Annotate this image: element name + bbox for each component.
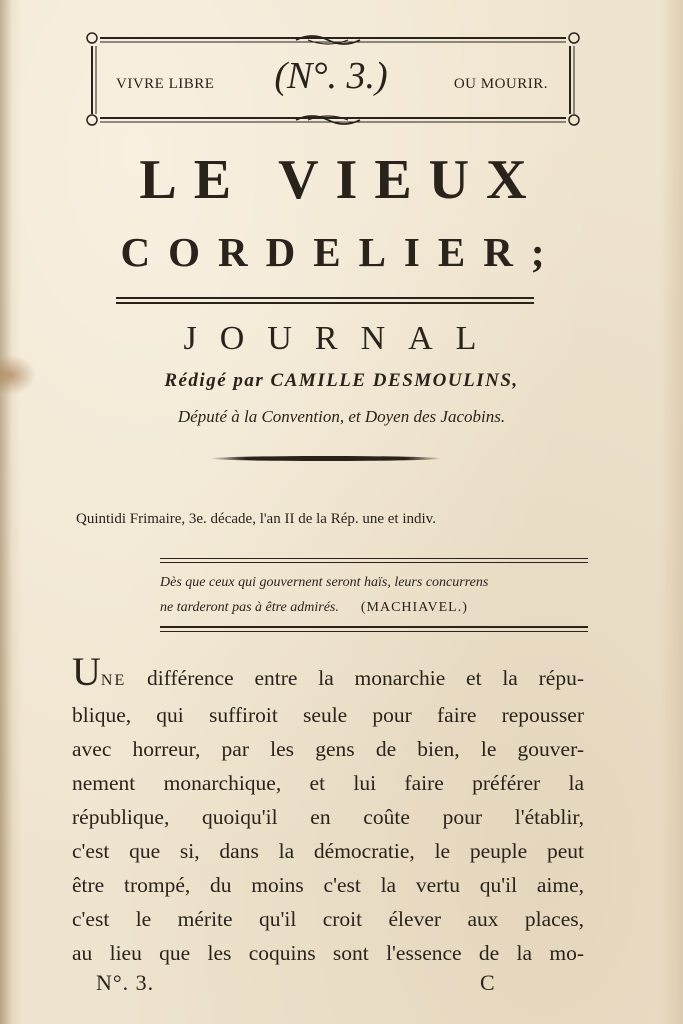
body-paragraph <box>72 649 584 970</box>
body-line: c'est le mérite qu'il croit élever aux places, <box>72 907 584 931</box>
footer-issue-number: N°. 3. <box>96 970 155 995</box>
double-rule-epigraph-top <box>160 558 588 563</box>
title-line-2: CORDELIER; <box>120 229 563 275</box>
footer-signature-mark: C <box>480 970 495 995</box>
dateline: Quintidi Frimaire, 3e. décade, l'an II de la Rép. une et indiv. <box>76 511 436 527</box>
motto-right: OU MOURIR. <box>453 76 548 92</box>
body-line: être trompé, du moins c'est la vertu qu'il aime, <box>72 873 584 897</box>
body-line: c'est que si, dans la démocratie, le peuple peut <box>72 839 584 863</box>
ornamental-rule <box>212 456 440 461</box>
body-line: avec horreur, par les gens de bien, le gouver- <box>72 737 584 761</box>
epigraph-author: (MACHIAVEL.) <box>360 600 468 615</box>
editor-line: Rédigé par CAMILLE DESMOULINS, <box>164 370 519 391</box>
deputy-line: Député à la Convention, et Doyen des Jacobins. <box>177 407 506 426</box>
masthead-frame <box>86 32 580 126</box>
drop-cap: U <box>72 649 101 694</box>
epigraph-line-2-text: ne tarderont pas à être admirés. <box>160 600 339 615</box>
body-line: nement monarchique, et lui faire préférer la <box>72 771 584 795</box>
issue-number: (N°. 3.) <box>274 55 388 97</box>
double-rule-top <box>116 297 534 304</box>
first-word-rest: NE <box>100 672 127 689</box>
body-line: au lieu que les coquins sont l'essence de la mo- <box>72 941 584 965</box>
body-line <box>72 649 584 698</box>
subtitle: JOURNAL <box>183 320 500 357</box>
body-line: république, quoiqu'il en coûte pour l'établir, <box>72 805 584 829</box>
body-line-text: différence entre la monarchie et la répu- <box>126 666 584 690</box>
motto-left: VIVRE LIBRE <box>116 76 215 92</box>
double-rule-epigraph-bottom <box>160 626 588 632</box>
title-line-1: LE VIEUX <box>139 149 544 211</box>
epigraph-line-2 <box>160 595 588 620</box>
epigraph <box>160 570 588 620</box>
epigraph-line-1: Dès que ceux qui gouvernent seront haïs, leurs concurrens <box>160 575 489 590</box>
body-line: blique, qui suffiroit seule pour faire repousser <box>72 703 584 727</box>
